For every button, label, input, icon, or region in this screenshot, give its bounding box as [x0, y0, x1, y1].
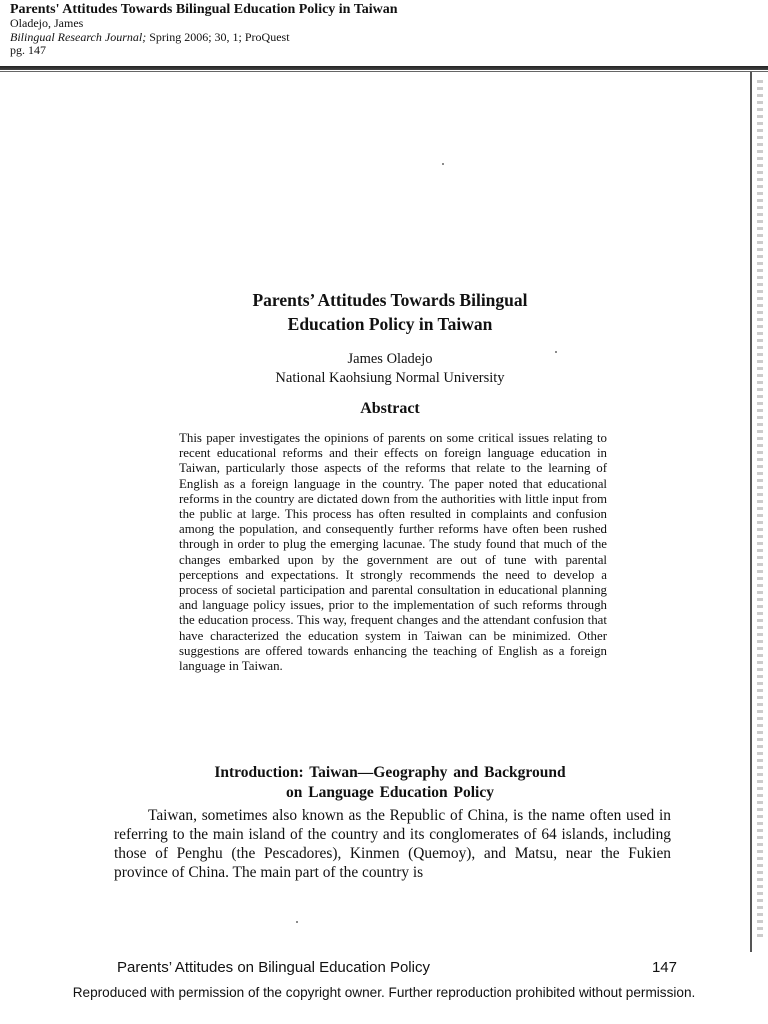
page-number: 147 [651, 959, 677, 976]
paper-title-line-2: Education Policy in Taiwan [287, 314, 493, 334]
scan-speck [296, 921, 298, 923]
scan-right-edge [750, 72, 752, 952]
intro-heading [140, 763, 640, 803]
citation-author: Oladejo, James [10, 16, 84, 30]
scan-top-edge [0, 66, 768, 70]
paper-title [170, 288, 610, 336]
intro-heading-line-2: on Language Education Policy [286, 784, 494, 801]
scan-speck [442, 163, 444, 165]
intro-text: Taiwan, sometimes also known as the Republic of China, is the name often used in referring to the main island of the country and its conglomerates of 64 islands, including those of Penghu (the Pescadores), Kinmen (Quemoy), and Matsu, near the Fukien province of China. The main part of the country is [114, 807, 671, 881]
scan-top-edge-shadow [0, 71, 768, 72]
citation-title: Parents' Attitudes Towards Bilingual Education Policy in Taiwan [10, 2, 398, 17]
author-block [170, 350, 610, 388]
citation-issue: Spring 2006; 30, 1; ProQuest [146, 29, 290, 44]
permission-notice: Reproduced with permission of the copyright owner. Further reproduction prohibited without permission. [72, 985, 696, 1000]
scan-right-edge-noise [757, 80, 763, 940]
citation-journal-line [10, 31, 398, 45]
abstract-heading: Abstract [360, 400, 420, 417]
citation-journal: Bilingual Research Journal; [10, 29, 147, 44]
author-name: James Oladejo [347, 351, 433, 367]
author-affiliation: National Kaohsiung Normal University [275, 370, 505, 386]
abstract-text: This paper investigates the opinions of parents on some critical issues relating to recent educational reforms and their effects on foreign language education in Taiwan, particularly those aspects of the reforms that relate to the learning of English as a foreign language in the country. The paper noted that educational reforms in the country are dictated down from the authorities with little input from the public at large. This process has often resulted in complaints and confusion among the population, and consequently further reforms have often been rushed through in order to plug the emerging lacunae. The study found that much of the changes embarked upon by the government are out of tune with parental perceptions and expectations. It strongly recommends the need to develop a process of societal participation and parental consultation in educational planning and language policy issues, prior to the implementation of such reforms through the education process. This way, frequent changes and the attendant confusion that have characterized the education system in Taiwan can be minimized. Other suggestions are offered towards enhancing the teaching of English as a foreign language in Taiwan. [179, 431, 607, 674]
citation-page: pg. 147 [10, 43, 46, 57]
intro-heading-line-1: Introduction: Taiwan—Geography and Background [214, 764, 566, 781]
running-title: Parents’ Attitudes on Bilingual Education Policy [117, 959, 430, 976]
citation-header [10, 2, 398, 58]
paper-title-line-1: Parents’ Attitudes Towards Bilingual [252, 290, 528, 310]
